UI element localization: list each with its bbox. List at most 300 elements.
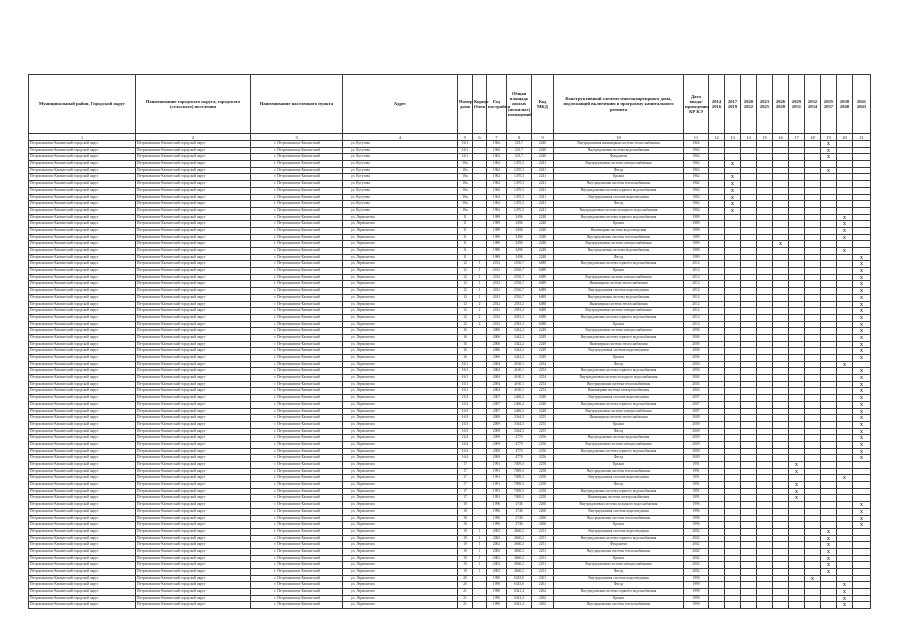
table-cell <box>837 542 853 549</box>
table-cell <box>473 201 487 208</box>
table-row <box>29 428 871 435</box>
table-cell: 2251 <box>532 548 554 555</box>
table-cell <box>741 141 757 148</box>
column-number: 2 <box>136 134 251 141</box>
table-cell: 1962 <box>684 194 709 201</box>
table-cell: 1470,3 <box>507 174 532 181</box>
table-cell: ул. Лермонтова <box>343 301 458 308</box>
table-cell <box>773 508 789 515</box>
table-cell: Крыша <box>554 421 684 428</box>
table-cell: Петропавловск-Камчатский городской округ <box>29 388 136 395</box>
table-cell: 2012 <box>684 281 709 288</box>
table-cell: 1962 <box>684 161 709 168</box>
table-cell: 2004 <box>487 361 507 368</box>
table-cell: ул. Лермонтова <box>343 261 458 268</box>
table-cell: Петропавловск-Камчатский городской округ <box>136 207 251 214</box>
table-cell <box>853 174 871 181</box>
table-cell: 4770 <box>507 435 532 442</box>
table-cell <box>741 462 757 469</box>
table-cell: Петропавловск-Камчатский городской округ <box>136 167 251 174</box>
table-cell <box>473 348 487 355</box>
table-cell <box>757 428 773 435</box>
table-cell: Инженерная система теплоснабжения <box>554 301 684 308</box>
table-cell: X <box>821 141 837 148</box>
table-cell: Внутридомовая система холодного водоснабжения <box>554 375 684 382</box>
table-cell <box>821 301 837 308</box>
table-cell: 2012 <box>487 274 507 281</box>
table-cell <box>741 522 757 529</box>
table-cell <box>725 375 741 382</box>
table-cell <box>805 401 821 408</box>
table-cell <box>473 381 487 388</box>
table-cell <box>757 528 773 535</box>
table-cell <box>709 167 725 174</box>
table-cell: Петропавловск-Камчатский городской округ <box>136 348 251 355</box>
table-cell <box>473 187 487 194</box>
table-cell: 16/1 <box>458 361 473 368</box>
table-cell: X <box>725 201 741 208</box>
table-cell <box>789 341 805 348</box>
table-cell <box>773 187 789 194</box>
table-cell <box>773 428 789 435</box>
table-cell: Петропавловск-Камчатский городской округ <box>29 562 136 569</box>
table-cell <box>709 234 725 241</box>
table-cell: ул. Лермонтова <box>343 254 458 261</box>
table-cell: X <box>789 495 805 502</box>
table-cell <box>741 482 757 489</box>
table-cell <box>805 154 821 161</box>
table-cell <box>789 234 805 241</box>
table-cell: 2536,7 <box>507 294 532 301</box>
table-cell <box>837 314 853 321</box>
table-cell <box>789 241 805 248</box>
table-cell <box>725 381 741 388</box>
table-cell <box>741 368 757 375</box>
table-cell <box>805 161 821 168</box>
table-cell <box>741 328 757 335</box>
table-row <box>29 207 871 214</box>
table-cell <box>473 421 487 428</box>
column-header: 2041 2043 <box>853 75 871 134</box>
table-cell <box>821 201 837 208</box>
table-cell <box>741 535 757 542</box>
table-cell <box>709 395 725 402</box>
table-cell: 2536,7 <box>507 281 532 288</box>
table-row <box>29 502 871 509</box>
table-cell: Крыша <box>554 522 684 529</box>
table-cell: Петропавловск-Камчатский городской округ <box>29 448 136 455</box>
table-cell: Петропавловск-Камчатский городской округ <box>29 241 136 248</box>
table-cell <box>757 321 773 328</box>
table-row <box>29 488 871 495</box>
table-cell <box>853 488 871 495</box>
table-cell <box>837 515 853 522</box>
table-cell: 1990 <box>487 589 507 596</box>
table-cell <box>709 421 725 428</box>
table-cell: ул. Лермонтова <box>343 482 458 489</box>
table-cell <box>789 301 805 308</box>
table-cell: X <box>837 221 853 228</box>
table-cell: 2012 <box>684 274 709 281</box>
table-cell: ул. Лермонтова <box>343 368 458 375</box>
table-cell: 18 <box>458 502 473 509</box>
table-row <box>29 167 871 174</box>
table-cell: ул. Лермонтова <box>343 569 458 576</box>
table-cell: 2241 <box>532 167 554 174</box>
column-header: 2023 2025 <box>757 75 773 134</box>
table-cell <box>709 488 725 495</box>
table-cell: X <box>853 334 871 341</box>
table-cell: Внутридомовая система электроснабжения <box>554 308 684 315</box>
table-cell <box>805 321 821 328</box>
table-cell <box>741 268 757 275</box>
table-cell <box>789 201 805 208</box>
table-cell: 2012 <box>684 294 709 301</box>
table-cell <box>853 555 871 562</box>
table-cell <box>805 261 821 268</box>
table-row <box>29 348 871 355</box>
table-cell <box>773 421 789 428</box>
table-cell: Петропавловск-Камчатский городской округ <box>29 187 136 194</box>
table-cell <box>805 495 821 502</box>
table-cell <box>757 368 773 375</box>
table-cell: X <box>853 274 871 281</box>
table-cell: X <box>853 515 871 522</box>
table-cell: 2241 <box>532 194 554 201</box>
table-cell <box>709 415 725 422</box>
table-cell: 4770 <box>507 448 532 455</box>
table-cell <box>709 522 725 529</box>
table-row <box>29 161 871 168</box>
table-cell <box>789 194 805 201</box>
table-cell: Петропавловск-Камчатский городской округ <box>136 174 251 181</box>
table-cell <box>725 301 741 308</box>
table-cell <box>837 562 853 569</box>
table-cell: X <box>853 254 871 261</box>
table-cell <box>741 254 757 261</box>
table-cell: Петропавловск-Камчатский городской округ <box>136 214 251 221</box>
table-cell: 16/4 <box>458 441 473 448</box>
column-header: Наименование населенного пункта <box>251 75 343 134</box>
table-cell: 2260 <box>532 508 554 515</box>
table-cell <box>789 475 805 482</box>
table-cell <box>789 187 805 194</box>
table-row <box>29 415 871 422</box>
table-cell: Инженерная система электроснабжения <box>554 388 684 395</box>
table-cell: 1996 <box>487 515 507 522</box>
table-cell <box>757 207 773 214</box>
table-cell: 2746 <box>507 515 532 522</box>
table-cell <box>789 428 805 435</box>
table-cell <box>473 154 487 161</box>
table-cell: г. Петропавловск-Камчатский <box>251 421 343 428</box>
table-cell <box>805 288 821 295</box>
table-cell <box>773 468 789 475</box>
table-cell: Инженерная система теплоснабжения <box>554 341 684 348</box>
table-cell: 2249 <box>532 348 554 355</box>
table-cell: ул. Лермонтова <box>343 288 458 295</box>
table-cell: Петропавловск-Камчатский городской округ <box>29 569 136 576</box>
table-cell: X <box>837 475 853 482</box>
table-cell <box>789 455 805 462</box>
table-cell: 2002 <box>487 555 507 562</box>
table-cell: ул. Лермонтова <box>343 589 458 596</box>
table-cell <box>709 375 725 382</box>
table-cell: X <box>837 248 853 255</box>
table-cell <box>805 381 821 388</box>
table-cell: 19 <box>458 569 473 576</box>
table-cell <box>789 147 805 154</box>
table-cell: 2006 <box>684 334 709 341</box>
table-cell <box>837 441 853 448</box>
table-cell: Петропавловск-Камчатский городской округ <box>29 455 136 462</box>
table-cell: Фасад <box>554 455 684 462</box>
table-cell: X <box>789 488 805 495</box>
table-cell: г. Петропавловск-Камчатский <box>251 455 343 462</box>
table-cell: ул. Лермонтова <box>343 562 458 569</box>
table-cell: 2012 <box>684 308 709 315</box>
table-cell <box>821 408 837 415</box>
table-cell: Петропавловск-Камчатский городской округ <box>136 301 251 308</box>
table-cell: Фундамент <box>554 154 684 161</box>
table-cell <box>741 248 757 255</box>
table-cell: Внутридомовая система теплоснабжения <box>554 602 684 609</box>
table-cell <box>473 194 487 201</box>
table-cell: 2249 <box>532 328 554 335</box>
table-cell: 6488 <box>532 314 554 321</box>
table-cell: Крыша <box>554 555 684 562</box>
table-cell <box>773 201 789 208</box>
table-cell <box>757 194 773 201</box>
table-cell: г. Петропавловск-Камчатский <box>251 488 343 495</box>
table-cell <box>741 314 757 321</box>
table-cell <box>741 227 757 234</box>
table-cell: 4160,1 <box>507 375 532 382</box>
table-cell <box>709 214 725 221</box>
table-cell <box>805 227 821 234</box>
table-cell <box>837 375 853 382</box>
table-cell: г. Петропавловск-Камчатский <box>251 595 343 602</box>
table-cell: 2002 <box>487 569 507 576</box>
table-cell: г. Петропавловск-Камчатский <box>251 401 343 408</box>
table-cell <box>709 502 725 509</box>
column-number: 21 <box>853 134 871 141</box>
table-cell: Петропавловск-Камчатский городской округ <box>136 589 251 596</box>
table-cell <box>821 207 837 214</box>
table-cell <box>805 294 821 301</box>
table-cell <box>853 562 871 569</box>
table-cell <box>773 141 789 148</box>
table-cell: Петропавловск-Камчатский городской округ <box>29 462 136 469</box>
table-cell: Петропавловск-Камчатский городской округ <box>29 321 136 328</box>
table-cell <box>821 308 837 315</box>
table-row <box>29 395 871 402</box>
table-cell: X <box>837 589 853 596</box>
table-cell <box>789 161 805 168</box>
table-cell: Петропавловск-Камчатский городской округ <box>136 154 251 161</box>
table-cell: 20 <box>458 582 473 589</box>
table-cell: 21 <box>458 589 473 596</box>
table-cell: Петропавловск-Камчатский городской округ <box>29 281 136 288</box>
table-cell: 1 <box>473 562 487 569</box>
table-cell <box>741 147 757 154</box>
table-cell: 11 <box>458 248 473 255</box>
table-cell <box>709 582 725 589</box>
table-cell: 19 <box>458 555 473 562</box>
table-cell <box>741 595 757 602</box>
table-cell: X <box>853 355 871 362</box>
table-cell: 1989 <box>684 227 709 234</box>
table-cell: X <box>853 328 871 335</box>
table-cell: Внутридомовая система водоотведения <box>554 528 684 535</box>
table-cell <box>837 301 853 308</box>
table-cell: 2536,7 <box>507 274 532 281</box>
table-cell <box>789 375 805 382</box>
table-cell: Внутридомовая система горячего водоснабжения <box>554 334 684 341</box>
column-number: 3 <box>251 134 343 141</box>
table-cell <box>773 562 789 569</box>
table-cell <box>725 314 741 321</box>
table-cell <box>805 475 821 482</box>
table-cell: Петропавловск-Камчатский городской округ <box>136 147 251 154</box>
table-cell <box>709 154 725 161</box>
table-cell: 1996 <box>684 522 709 529</box>
table-cell <box>805 595 821 602</box>
table-row <box>29 274 871 281</box>
table-cell: Внутридомовая инженерная система теплоснабжения <box>554 141 684 148</box>
table-cell <box>789 361 805 368</box>
table-cell <box>773 455 789 462</box>
table-cell: г. Петропавловск-Камчатский <box>251 495 343 502</box>
table-cell: Внутридомовая система водоотведения <box>554 508 684 515</box>
table-cell <box>473 395 487 402</box>
column-header: Общая площадь жилых (нежилых) помещений <box>507 75 532 134</box>
table-cell <box>789 441 805 448</box>
table-cell <box>805 468 821 475</box>
table-cell: 2004 <box>487 375 507 382</box>
table-cell <box>741 395 757 402</box>
table-cell <box>709 321 725 328</box>
table-cell <box>757 542 773 549</box>
column-number: 4 <box>343 134 458 141</box>
table-cell <box>789 321 805 328</box>
table-cell: 2009 <box>684 421 709 428</box>
table-cell <box>837 308 853 315</box>
table-cell: г. Петропавловск-Камчатский <box>251 214 343 221</box>
column-header: Адрес <box>343 75 458 134</box>
table-cell: 2009 <box>487 448 507 455</box>
table-cell: Петропавловск-Камчатский городской округ <box>136 288 251 295</box>
table-cell <box>821 254 837 261</box>
table-cell: 2581,2 <box>507 314 532 321</box>
table-cell: ул. Лермонтова <box>343 375 458 382</box>
table-cell: 17 <box>458 475 473 482</box>
table-cell: Инженерная система теплоснабжения <box>554 415 684 422</box>
table-cell <box>473 522 487 529</box>
table-cell <box>473 401 487 408</box>
table-row <box>29 548 871 555</box>
table-cell <box>773 582 789 589</box>
table-cell <box>837 241 853 248</box>
table-cell <box>837 288 853 295</box>
table-cell <box>725 234 741 241</box>
table-cell: 2012 <box>684 261 709 268</box>
table-cell: г. Петропавловск-Камчатский <box>251 528 343 535</box>
table-cell: 18а <box>458 194 473 201</box>
table-cell <box>789 589 805 596</box>
table-cell <box>821 582 837 589</box>
table-cell <box>725 421 741 428</box>
table-cell <box>741 214 757 221</box>
table-cell: 3442,2 <box>507 341 532 348</box>
table-cell: 2009 <box>684 435 709 442</box>
table-cell: Петропавловск-Камчатский городской округ <box>136 401 251 408</box>
table-cell <box>757 515 773 522</box>
table-cell <box>773 288 789 295</box>
table-cell: Внутридомовая система электроснабжения <box>554 441 684 448</box>
table-cell: X <box>837 234 853 241</box>
table-cell <box>725 468 741 475</box>
table-cell: 2251 <box>532 555 554 562</box>
table-cell <box>789 288 805 295</box>
table-cell: Петропавловск-Камчатский городской округ <box>136 482 251 489</box>
table-cell <box>805 388 821 395</box>
table-cell <box>853 595 871 602</box>
table-cell <box>837 294 853 301</box>
column-header: 2017 2019 <box>725 75 741 134</box>
table-cell <box>741 602 757 609</box>
table-cell: 1991 <box>684 482 709 489</box>
table-cell <box>837 455 853 462</box>
table-cell: X <box>725 181 741 188</box>
table-cell: 2002 <box>487 562 507 569</box>
table-cell: 2009 <box>487 441 507 448</box>
table-cell: X <box>853 388 871 395</box>
table-cell <box>757 348 773 355</box>
table-cell <box>821 428 837 435</box>
table-cell <box>789 528 805 535</box>
table-cell: 6488 <box>532 301 554 308</box>
table-cell: 12 <box>458 288 473 295</box>
table-cell <box>773 522 789 529</box>
table-cell <box>789 448 805 455</box>
table-cell <box>837 161 853 168</box>
table-cell <box>789 261 805 268</box>
table-cell: 19 <box>458 548 473 555</box>
table-cell: 4160,1 <box>507 388 532 395</box>
table-cell: 1 <box>473 274 487 281</box>
table-cell: Внутридомовая система водоснабжения <box>554 248 684 255</box>
table-cell: 11 <box>458 227 473 234</box>
table-cell: 1962 <box>487 141 507 148</box>
table-cell: 2581,2 <box>507 301 532 308</box>
table-cell: Петропавловск-Камчатский городской округ <box>136 181 251 188</box>
table-cell: 18а <box>458 167 473 174</box>
table-cell: Инженерная система электроснабжения <box>554 495 684 502</box>
table-cell <box>805 167 821 174</box>
table-cell: Петропавловск-Камчатский городской округ <box>29 368 136 375</box>
table-cell <box>853 589 871 596</box>
table-cell: 12 <box>458 281 473 288</box>
table-cell <box>473 482 487 489</box>
table-cell: Внутридомовая система водоотведения <box>554 395 684 402</box>
table-cell: 1990 <box>684 589 709 596</box>
table-row <box>29 515 871 522</box>
table-cell: X <box>853 321 871 328</box>
table-cell: Внутридомовая система теплоснабжения <box>554 234 684 241</box>
table-row <box>29 441 871 448</box>
table-cell: 1962 <box>487 207 507 214</box>
